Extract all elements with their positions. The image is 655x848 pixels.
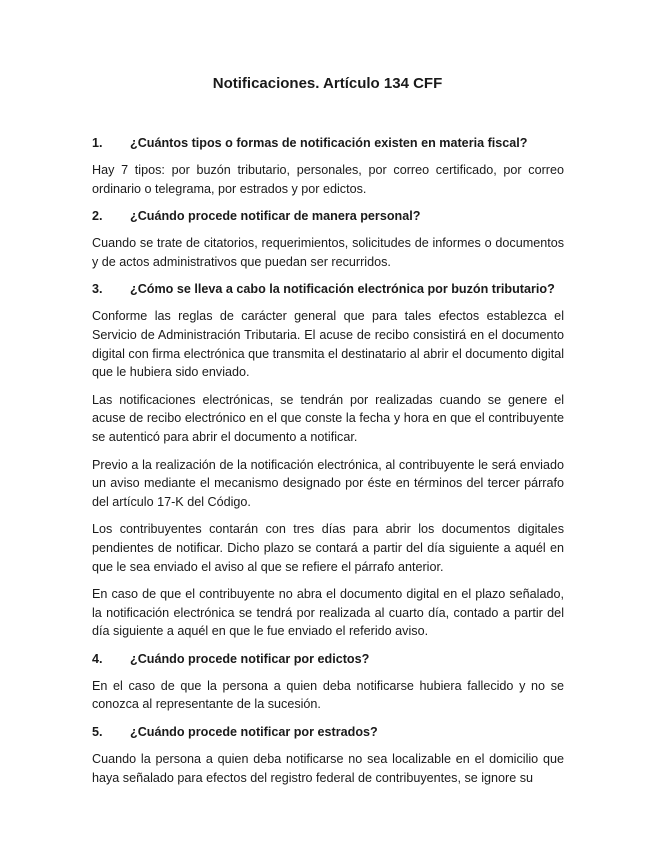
answer-paragraph: Cuando se trate de citatorios, requerimientos, solicitudes de informes o documentos y de actos administrativos que puedan ser recurridos. (92, 236, 564, 269)
question-number: 5. (92, 725, 103, 740)
answer-paragraph: En el caso de que la persona a quien deba notificarse hubiera fallecido y no se conozca al representante de la sucesión. (92, 678, 564, 712)
answer-paragraph: Hay 7 tipos: por buzón tributario, personales, por correo certificado, por correo ordinario o telegrama, por estrados y por edictos. (92, 163, 564, 196)
question-number: 1. (92, 136, 103, 150)
question-heading-2 (92, 207, 564, 225)
question-text: ¿Cuándo procede notificar por estrados? (130, 725, 378, 740)
question-heading-4 (92, 650, 564, 668)
answer-paragraph: Los contribuyentes contarán con tres días para abrir los documentos digitales pendientes de notificar. Dicho plazo se contará a partir del día siguiente a aquél en que le sea enviado el aviso al que se refiere el párrafo anterior. (92, 522, 564, 574)
question-text: ¿Cuántos tipos o formas de notificación existen en materia fiscal? (130, 136, 528, 150)
question-number: 4. (92, 651, 103, 666)
answer-paragraph: En caso de que el contribuyente no abra el documento digital en el plazo señalado, la notificación electrónica se tendrá por realizada al cuarto día, contado a partir del día siguiente a aquél en que le fue enviado el referido aviso. (92, 587, 564, 639)
question-text: ¿Cuándo procede notificar por edictos? (130, 651, 370, 666)
question-number: 3. (92, 282, 103, 297)
question-heading-1 (92, 134, 564, 152)
question-heading-5 (92, 723, 564, 741)
answer-paragraph: Las notificaciones electrónicas, se tendrán por realizadas cuando se genere el acuse de recibo electrónico en el que conste la fecha y hora en que el contribuyente se autenticó para abrir el documento a notificar. (92, 392, 564, 444)
page-title: Notificaciones. Artículo 134 CFF (212, 75, 443, 92)
question-text: ¿Cuándo procede notificar de manera personal? (130, 209, 421, 224)
question-text: ¿Cómo se lleva a cabo la notificación electrónica por buzón tributario? (130, 282, 555, 297)
answer-paragraph: Previo a la realización de la notificación electrónica, al contribuyente le será enviado un aviso mediante el mecanismo designado por éste en términos del tercer párrafo del artículo 17-K del Código. (92, 457, 564, 509)
answer-paragraph: Cuando la persona a quien deba notificarse no sea localizable en el domicilio que haya señalado para efectos del registro federal de contribuyentes, se ignore su (92, 752, 564, 785)
answer-paragraph: Conforme las reglas de carácter general que para tales efectos establezca el Servicio de Administración Tributaria. El acuse de recibo consistirá en el documento digital con firma electrónica que transmita el destinatario al abrir el documento digital que le hubiera sido enviado. (92, 309, 564, 380)
document-body (92, 134, 564, 796)
question-number: 2. (92, 209, 103, 224)
question-heading-3 (92, 280, 564, 298)
